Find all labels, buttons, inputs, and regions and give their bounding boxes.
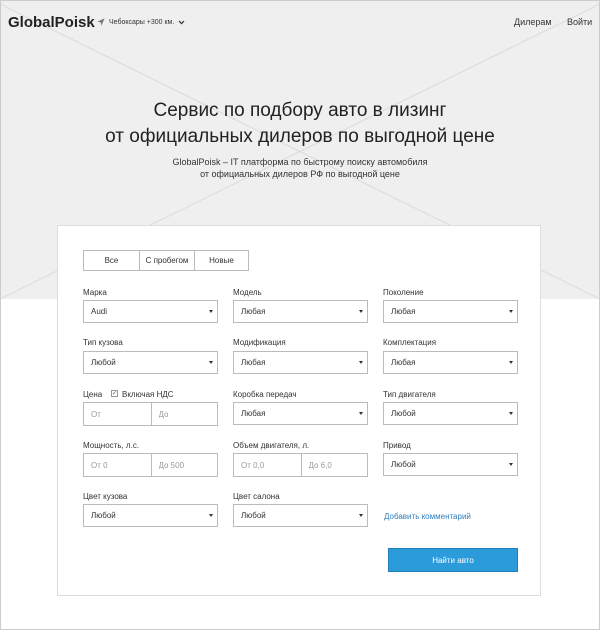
- caret-down-icon: [509, 310, 513, 313]
- caret-down-icon: [359, 310, 363, 313]
- interior-color-select[interactable]: [233, 504, 368, 527]
- caret-down-icon: [359, 361, 363, 364]
- body-type-label: Тип кузова: [83, 338, 123, 347]
- trim-select[interactable]: [383, 351, 518, 374]
- add-comment-link[interactable]: Добавить комментарий: [384, 512, 471, 521]
- nav-dealers-link[interactable]: Дилерам: [514, 17, 552, 27]
- tab-all[interactable]: Все: [104, 256, 119, 265]
- price-label: Цена: [83, 390, 103, 399]
- tab-new[interactable]: Новые: [194, 251, 248, 270]
- generation-value: Любая: [391, 307, 416, 316]
- vat-label[interactable]: Включая НДС: [122, 390, 174, 399]
- body-type-select[interactable]: [83, 351, 218, 374]
- find-car-button[interactable]: Найти авто: [388, 548, 518, 572]
- body-color-value: Любой: [91, 511, 116, 520]
- brand-value: Audi: [91, 307, 108, 316]
- caret-down-icon: [509, 361, 513, 364]
- engine-volume-to-input[interactable]: [301, 454, 368, 476]
- power-to-input[interactable]: [151, 454, 218, 476]
- model-label: Модель: [233, 288, 262, 297]
- condition-tabs: [83, 250, 249, 271]
- power-from-input[interactable]: [84, 454, 151, 476]
- caret-down-icon: [359, 412, 363, 415]
- caret-down-icon: [509, 412, 513, 415]
- vat-checkbox[interactable]: ✓: [112, 391, 118, 397]
- body-type-value: Любой: [91, 358, 116, 367]
- engine-type-label: Тип двигателя: [383, 390, 436, 399]
- trim-label: Комплектация: [383, 338, 437, 347]
- caret-down-icon: [209, 361, 213, 364]
- caret-down-icon: [359, 514, 363, 517]
- engine-volume-range: [233, 453, 368, 477]
- model-select[interactable]: [233, 300, 368, 323]
- gearbox-select[interactable]: [233, 402, 368, 425]
- nav-login-link[interactable]: Войти: [567, 17, 593, 27]
- engine-type-value: Любой: [391, 409, 416, 418]
- gearbox-label: Коробка передач: [233, 390, 297, 399]
- tab-used[interactable]: С пробегом: [139, 251, 194, 270]
- trim-value: Любая: [391, 358, 416, 367]
- generation-select[interactable]: [383, 300, 518, 323]
- price-range: [83, 402, 218, 426]
- generation-label: Поколение: [383, 288, 424, 297]
- page-title-line: от официальных дилеров по выгодной цене: [105, 126, 495, 147]
- model-value: Любая: [241, 307, 266, 316]
- drive-label: Привод: [383, 441, 411, 450]
- navigation-arrow-icon: [97, 18, 105, 26]
- body-color-label: Цвет кузова: [83, 492, 128, 501]
- brand-label: Марка: [83, 288, 107, 297]
- caret-down-icon: [209, 514, 213, 517]
- price-from-input[interactable]: [84, 403, 151, 425]
- drive-select[interactable]: [383, 453, 518, 476]
- engine-type-select[interactable]: [383, 402, 518, 425]
- engine-volume-label: Объем двигателя, л.: [233, 441, 310, 450]
- page-subtitle-line: от официальных дилеров РФ по выгодной цене: [200, 169, 400, 179]
- logo[interactable]: GlobalPoisk: [8, 14, 95, 31]
- location-selector[interactable]: [97, 18, 185, 26]
- interior-color-value: Любой: [241, 511, 266, 520]
- gearbox-value: Любая: [241, 409, 266, 418]
- drive-value: Любой: [391, 460, 416, 469]
- chevron-down-icon: [178, 20, 185, 25]
- page-subtitle-line: GlobalPoisk – IT платформа по быстрому поиску автомобиля: [172, 157, 428, 167]
- price-to-input[interactable]: [151, 403, 218, 425]
- page-title-line: Сервис по подбору авто в лизинг: [153, 100, 447, 121]
- interior-color-label: Цвет салона: [233, 492, 280, 501]
- modification-select[interactable]: [233, 351, 368, 374]
- power-label: Мощность, л.с.: [83, 441, 140, 450]
- location-label: Чебоксары +300 км.: [109, 18, 175, 26]
- page-subtitle: [0, 156, 600, 180]
- body-color-select[interactable]: [83, 504, 218, 527]
- brand-select[interactable]: [83, 300, 218, 323]
- power-range: [83, 453, 218, 477]
- engine-volume-from-input[interactable]: [234, 454, 301, 476]
- search-form-card: [57, 225, 541, 596]
- caret-down-icon: [509, 463, 513, 466]
- modification-value: Любая: [241, 358, 266, 367]
- page-title: [0, 98, 600, 150]
- modification-label: Модификация: [233, 338, 286, 347]
- caret-down-icon: [209, 310, 213, 313]
